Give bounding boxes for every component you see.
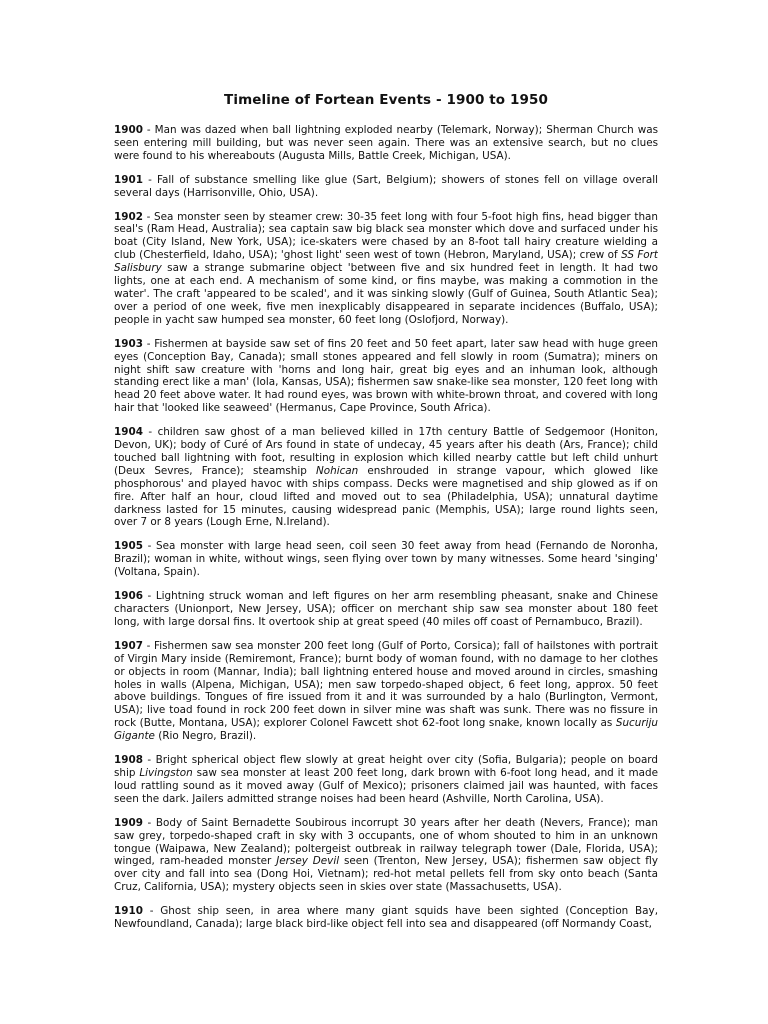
timeline-entry xyxy=(114,905,658,931)
entry-text: - Fishermen at bayside saw set of fins 20 feet and 50 feet apart, later saw head with huge green eyes (Conception Bay, Canada); small stones appeared and fell slowly in room (Sumatra); miners on night shift saw creature with 'horns and long hair, great big eyes and an inhuman look, although standing erect like a man' (Iola, Kansas, USA); fishermen saw snake-like sea monster, 120 feet long with head 20 feet above water. It had round eyes, was brown with white-brown throat, and covered with long hair that 'looked like seaweed' (Hermanus, Cape Province, South Africa). xyxy=(114,337,658,415)
entry-italic-name: Jersey Devil xyxy=(276,855,340,868)
entry-italic-name: SS Fort Salisbury xyxy=(114,249,658,275)
entry-text: - Bright spherical object flew slowly at great height over city (Sofia, Bulgaria); people on board ship xyxy=(114,754,658,779)
entry-text: - Lightning struck woman and left figures on her arm resembling pheasant, snake and Chinese characters (Unionport, New Jersey, USA); officer on merchant ship saw sea monster about 180 feet long, with large dorsal fins. It overtook ship at great speed (40 miles off coast of Pernambuco, Brazil). xyxy=(114,590,658,628)
timeline-entry xyxy=(114,211,658,327)
entry-text: enshrouded in strange vapour, which glowed like phosphorous' and played havoc with ships compass. Decks were magnetised and ship glowed as if on fire. After half an hour, cloud lifted and moved out to sea (Philadelphia, USA); unnatural daytime darkness lasted for 15 minutes, causing widespread panic (Memphis, USA); large round lights seen, over 7 or 8 years (Lough Erne, N.Ireland). xyxy=(114,464,658,529)
entry-text: - Ghost ship seen, in area where many giant squids have been sighted (Conception Bay, Newfoundland, Canada); large black bird-like object fell into sea and disappeared (off Normandy Coast, xyxy=(114,905,658,931)
entry-italic-name: Sucuriju Gigante xyxy=(114,717,658,743)
timeline-entry xyxy=(114,540,658,579)
entry-text: - Sea monster with large head seen, coil seen 30 feet away from head (Fernando de Noronha, Brazil); woman in white, without wings, seen flying over town by many witnesses. Some heard 'singing' (Voltana, Spain). xyxy=(114,540,658,579)
entry-italic-name: Livingston xyxy=(139,766,193,779)
timeline-entry xyxy=(114,124,658,163)
entry-text: - Fall of substance smelling like glue (Sart, Belgium); showers of stones fell on village overall several days (Harrisonville, Ohio, USA). xyxy=(114,173,658,199)
entry-text: - Body of Saint Bernadette Soubirous incorrupt 30 years after her death (Nevers, France); man saw grey, torpedo-shaped craft in sky with 3 occupants, one of whom shouted to him in an unknown tongue (Waipawa, New Zealand); poltergeist outbreak in railway telegraph tower (Dale, Florida, USA); winged, ram-headed monster xyxy=(114,816,658,868)
entry-year: 1906 xyxy=(114,590,143,603)
entry-year: 1901 xyxy=(114,173,143,186)
timeline-entry xyxy=(114,754,658,806)
timeline-entries xyxy=(114,124,658,931)
entry-year: 1905 xyxy=(114,540,143,553)
timeline-entry xyxy=(114,426,658,529)
entry-year: 1900 xyxy=(114,124,143,136)
entry-year: 1910 xyxy=(114,905,143,918)
entry-year: 1903 xyxy=(114,337,143,350)
entry-text: - Sea monster seen by steamer crew: 30-35 feet long with four 5-foot high fins, head bigger than seal's (Ram Head, Australia); sea captain saw big black sea monster which dove and surfaced under his boat (City Island, New York, USA); ice-skaters were chased by an 8-foot tall hairy creature wielding a club (Chesterfield, Idaho, USA); 'ghost light' seen west of town (Hebron, Maryland, USA); crew of xyxy=(114,210,658,262)
entry-year: 1908 xyxy=(114,754,143,767)
entry-text: - Man was dazed when ball lightning exploded nearby (Telemark, Norway); Sherman Church was seen entering mill building, but was never seen again. There was an extensive search, but no clues were found to his whereabouts (Augusta Mills, Battle Creek, Michigan, USA). xyxy=(114,124,658,162)
document-title: Timeline of Fortean Events - 1900 to 1950 xyxy=(224,92,548,108)
document-page xyxy=(114,0,658,1024)
entry-text: saw a strange submarine object 'between five and six hundred feet in length. It had two lights, one at each end. A mechanism of some kind, or fins maybe, was making a commotion in the water'. The craft 'appeared to be scaled', and it was sinking slowly (Gulf of Guinea, South Atlantic Sea); over a period of one week, five men inexplicably disappeared in separate incidences (Buffalo, USA); people in yacht saw humped sea monster, 60 feet long (Oslofjord, Norway). xyxy=(114,262,658,326)
entry-text: seen (Trenton, New Jersey, USA); fishermen saw object fly over city and fall into sea (Dong Hoi, Vietnam); red-hot metal pellets fell from sky onto beach (Santa Cruz, California, USA); mystery objects seen in skies over state (Massachusetts, USA). xyxy=(114,855,658,894)
entry-text: saw sea monster at least 200 feet long, dark brown with 6-foot long head, and it made loud rattling sound as it moved away (Gulf of Mexico); prisoners claimed jail was haunted, with faces seen the dark. Jailers admitted strange noises had been heard (Ashville, North Carolina, USA). xyxy=(114,766,658,805)
timeline-entry xyxy=(114,590,658,629)
entry-text: - children saw ghost of a man believed killed in 17th century Battle of Sedgemoor (Honiton, Devon, UK); body of Curé of Ars found in state of undecay, 45 years after his death (Ars, France); child touched ball lightning with foot, resulting in explosion which killed nearby cattle but left child unhurt (Deux Sevres, France); steamship xyxy=(114,426,658,477)
entry-text: (Rio Negro, Brazil). xyxy=(154,730,257,743)
timeline-entry xyxy=(114,338,658,415)
timeline-entry xyxy=(114,174,658,200)
entry-text: - Fishermen saw sea monster 200 feet long (Gulf of Porto, Corsica); fall of hailstones with portrait of Virgin Mary inside (Remiremont, France); burnt body of woman found, with no damage to her clothes or objects in room (Mannar, India); ball lightning entered house and moved around in circles, smashing holes in walls (Alpena, Michigan, USA); men saw torpedo-shaped object, 6 feet long, approx. 50 feet above buildings. Tongues of fire issued from it and it was surrounded by a halo (Burlington, Vermont, USA); live toad found in rock 200 feet down in silver mine was shaft was sunk. There was no fissure in rock (Butte, Montana, USA); explorer Colonel Fawcett shot 62-foot long snake, known locally as xyxy=(114,639,658,730)
entry-year: 1904 xyxy=(114,426,143,439)
entry-year: 1909 xyxy=(114,816,143,829)
entry-italic-name: Nohican xyxy=(315,464,359,477)
timeline-entry xyxy=(114,817,658,894)
entry-year: 1902 xyxy=(114,210,143,223)
timeline-entry xyxy=(114,640,658,743)
entry-year: 1907 xyxy=(114,639,143,652)
